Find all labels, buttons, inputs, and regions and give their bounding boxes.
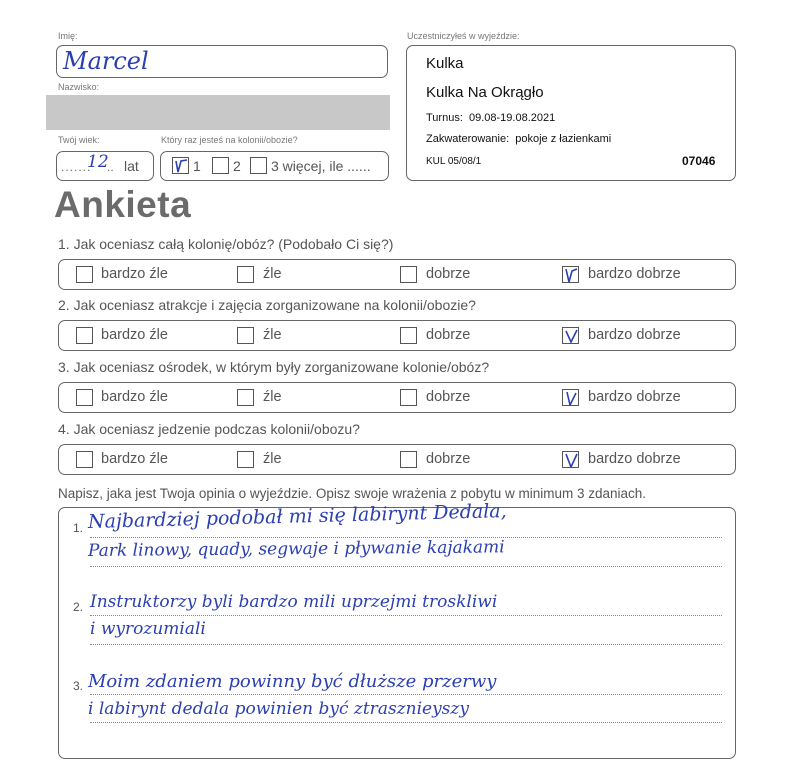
age-field[interactable]: [56, 151, 154, 181]
opinion-number-1: 1.: [73, 521, 84, 535]
writing-line: [90, 644, 722, 645]
name-value: Marcel: [63, 47, 149, 75]
trip-accommodation: Zakwaterowanie: pokoje z łazienkami: [426, 133, 612, 145]
question-1-text: 1. Jak oceniasz całą kolonię/obóz? (Podobało Ci się?): [58, 236, 394, 252]
trip-name: Kulka: [426, 55, 464, 72]
visit-count-checkbox-3[interactable]: [250, 157, 267, 174]
question-4-text: 4. Jak oceniasz jedzenie podczas kolonii/obozu?: [58, 421, 360, 437]
surname-label: Nazwisko:: [58, 82, 100, 92]
q4-option-bardzo-zle: bardzo źle: [101, 451, 168, 467]
opinion-line-2: Park linowy, quady, segwaje i pływanie kajakami: [87, 537, 505, 561]
age-dots-right: ..: [107, 160, 114, 174]
q1-checkbox-zle[interactable]: [237, 266, 254, 283]
name-label: Imię:: [58, 31, 78, 41]
visit-count-field: [160, 151, 389, 181]
opinion-line-1: Najbardziej podobał mi się labirynt Dedala,: [87, 500, 507, 533]
check-mark-icon: [565, 453, 578, 468]
q2-checkbox-bardzo-dobrze[interactable]: [562, 327, 579, 344]
visit-count-checkbox-2[interactable]: [212, 157, 229, 174]
opinion-number-2: 2.: [73, 600, 84, 614]
opinion-line-5: Moim zdaniem powinny być dłuższe przerwy: [88, 671, 497, 692]
opinion-prompt: Napisz, jaka jest Twoja opinia o wyjeździe. Opisz swoje wrażenia z pobytu w minimum 3 zdaniach.: [58, 486, 647, 501]
q2-option-bardzo-zle: bardzo źle: [101, 327, 168, 343]
surname-redaction: [46, 95, 390, 130]
check-mark-icon: [175, 159, 188, 174]
q1-option-zle: źle: [263, 266, 282, 282]
q4-checkbox-dobrze[interactable]: [400, 451, 417, 468]
q4-checkbox-bardzo-zle[interactable]: [76, 451, 93, 468]
trip-full-name: Kulka Na Okrągło: [426, 84, 544, 101]
visit-count-label: Który raz jesteś na kolonii/obozie?: [161, 135, 298, 145]
opinion-number-3: 3.: [73, 679, 84, 693]
trip-info-box: [406, 45, 736, 181]
q1-checkbox-bardzo-zle[interactable]: [76, 266, 93, 283]
survey-title: Ankieta: [54, 184, 192, 225]
q3-option-bardzo-dobrze: bardzo dobrze: [588, 389, 681, 405]
q4-option-zle: źle: [263, 451, 282, 467]
q2-checkbox-bardzo-zle[interactable]: [76, 327, 93, 344]
trip-turnus: Turnus: 09.08-19.08.2021: [426, 112, 556, 124]
age-value: 12: [87, 152, 109, 172]
opinion-line-3: Instruktorzy byli bardzo mili uprzejmi troskliwi: [90, 592, 498, 612]
visit-count-option-2: 2: [233, 158, 241, 174]
name-field[interactable]: [56, 45, 388, 78]
opinion-line-4: i wyrozumiali: [90, 619, 206, 639]
q2-checkbox-zle[interactable]: [237, 327, 254, 344]
check-mark-icon: [565, 329, 578, 344]
q1-checkbox-dobrze[interactable]: [400, 266, 417, 283]
age-label: Twój wiek:: [58, 135, 100, 145]
q4-option-bardzo-dobrze: bardzo dobrze: [588, 451, 681, 467]
q1-option-bardzo-zle: bardzo źle: [101, 266, 168, 282]
q4-checkbox-zle[interactable]: [237, 451, 254, 468]
trip-code: KUL 05/08/1: [426, 156, 482, 167]
q1-checkbox-bardzo-dobrze[interactable]: [562, 266, 579, 283]
question-1-answers: [58, 259, 736, 290]
q2-option-zle: źle: [263, 327, 282, 343]
visit-count-option-3: 3 więcej, ile ......: [271, 158, 371, 174]
check-mark-icon: [565, 391, 578, 406]
check-mark-icon: [565, 268, 578, 283]
q4-checkbox-bardzo-dobrze[interactable]: [562, 451, 579, 468]
q3-option-dobrze: dobrze: [426, 389, 471, 405]
question-3-answers: [58, 382, 736, 413]
visit-count-option-1: 1: [193, 158, 201, 174]
q4-option-dobrze: dobrze: [426, 451, 471, 467]
writing-line: [90, 722, 722, 723]
question-2-answers: [58, 320, 736, 351]
opinion-line-6: i labirynt dedala powinien być ztrasznieyszy: [88, 699, 469, 719]
writing-line: [90, 615, 722, 616]
question-2-text: 2. Jak oceniasz atrakcje i zajęcia zorganizowane na kolonii/obozie?: [58, 297, 476, 313]
q2-checkbox-dobrze[interactable]: [400, 327, 417, 344]
question-4-answers: [58, 444, 736, 475]
age-dots-left: .......: [61, 160, 92, 174]
q3-checkbox-zle[interactable]: [237, 389, 254, 406]
q3-option-zle: źle: [263, 389, 282, 405]
writing-line: [90, 566, 722, 567]
q1-option-bardzo-dobrze: bardzo dobrze: [588, 266, 681, 282]
trip-label: Uczestniczyłeś w wyjeździe:: [407, 31, 520, 41]
trip-number: 07046: [682, 154, 716, 168]
writing-line: [90, 694, 722, 695]
q2-option-dobrze: dobrze: [426, 327, 471, 343]
q1-option-dobrze: dobrze: [426, 266, 471, 282]
q3-checkbox-dobrze[interactable]: [400, 389, 417, 406]
question-3-text: 3. Jak oceniasz ośrodek, w którym były zorganizowane kolonie/obóz?: [58, 359, 490, 375]
age-unit: lat: [124, 158, 139, 174]
visit-count-checkbox-1[interactable]: [172, 157, 189, 174]
q3-checkbox-bardzo-dobrze[interactable]: [562, 389, 579, 406]
q3-checkbox-bardzo-zle[interactable]: [76, 389, 93, 406]
q3-option-bardzo-zle: bardzo źle: [101, 389, 168, 405]
q2-option-bardzo-dobrze: bardzo dobrze: [588, 327, 681, 343]
